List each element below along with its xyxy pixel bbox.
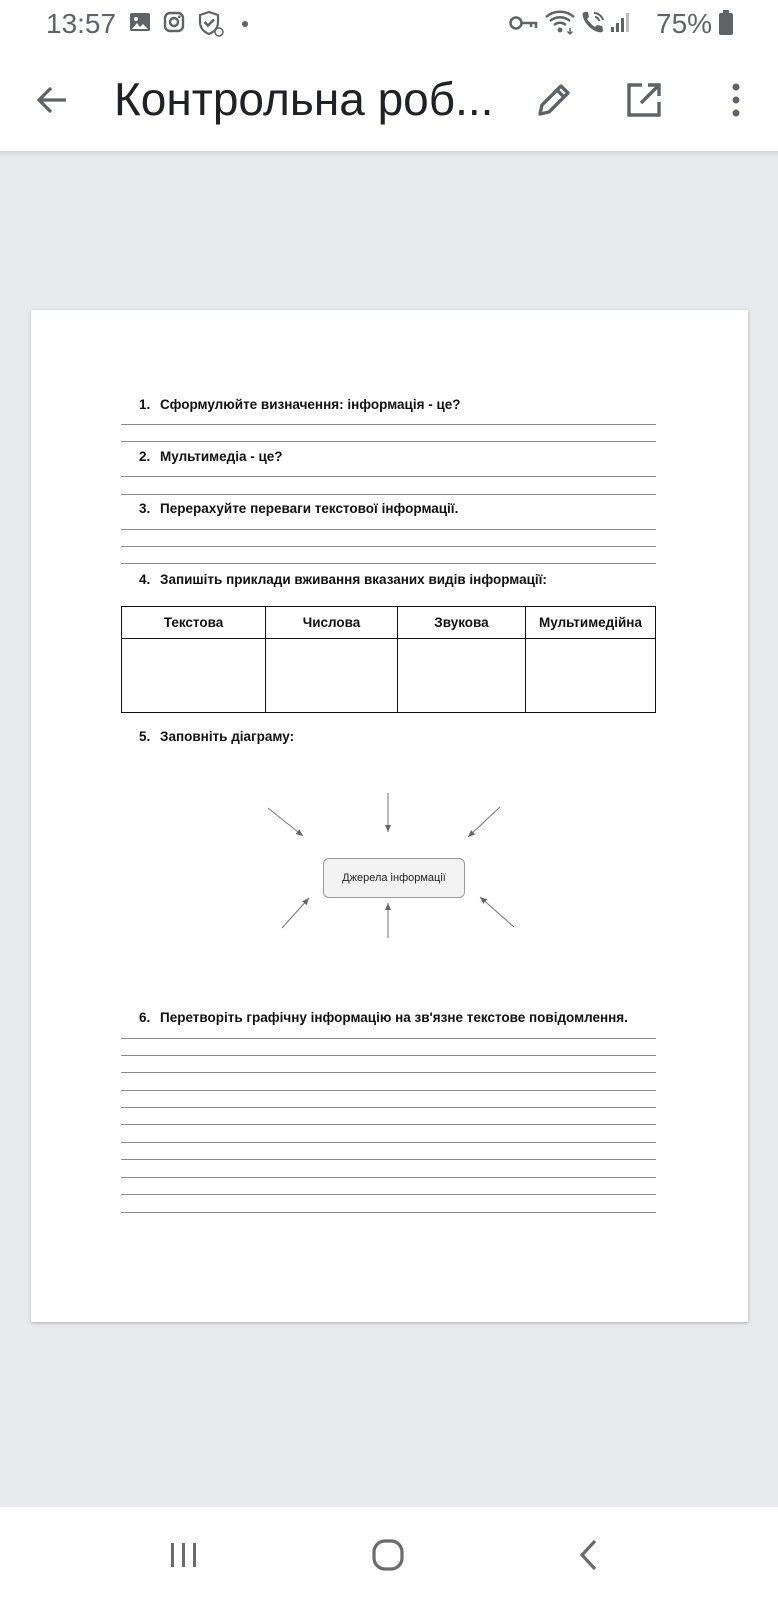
dot-icon [240, 16, 250, 34]
wifi-call-icon [580, 8, 610, 41]
answer-line [121, 1212, 656, 1213]
pencil-icon [534, 80, 574, 120]
diagram-arrow [268, 808, 303, 836]
question-6 [139, 1010, 628, 1025]
question-text: Сформулюйте визначення: інформація - це? [160, 397, 461, 412]
edit-button[interactable] [522, 68, 586, 132]
question-text: Мультимедіа - це? [160, 449, 283, 464]
question-number: 3. [139, 501, 151, 516]
answer-line [121, 1177, 656, 1178]
question-number: 4. [139, 572, 151, 587]
gallery-icon [128, 10, 152, 39]
open-external-icon [624, 80, 664, 120]
more-options-button[interactable] [704, 68, 768, 132]
answer-line [121, 1072, 656, 1073]
system-back-button[interactable] [560, 1525, 620, 1585]
table-header: Числова [266, 607, 398, 639]
table-header: Звукова [398, 607, 526, 639]
battery-percent: 75% [656, 8, 713, 39]
answer-line [121, 1194, 656, 1195]
toolbar-shadow [0, 151, 778, 157]
question-number: 1. [139, 397, 151, 412]
shield-check-icon [197, 10, 225, 43]
recent-apps-icon [167, 1540, 201, 1570]
answer-line [121, 1124, 656, 1125]
back-button[interactable] [20, 68, 84, 132]
answer-line [121, 1142, 656, 1143]
diagram-center-box: Джерела інформації [323, 858, 465, 898]
open-external-button[interactable] [612, 68, 676, 132]
more-vert-icon [730, 82, 742, 118]
question-text: Заповніть діаграму: [160, 729, 295, 744]
signal-icon [610, 10, 632, 39]
question-number: 2. [139, 449, 151, 464]
answer-line [121, 1090, 656, 1091]
battery-icon [718, 10, 734, 41]
recent-apps-button[interactable] [154, 1525, 214, 1585]
status-time: 13:57 [46, 8, 117, 39]
table-header: Мультимедійна [526, 607, 656, 639]
question-text: Запишіть приклади вживання вказаних видів інформації: [160, 572, 547, 587]
answer-line [121, 1038, 656, 1039]
question-number: 5. [139, 729, 151, 744]
app-toolbar [0, 48, 778, 152]
document-title: Контрольна роб... [114, 73, 494, 125]
question-number: 6. [139, 1010, 151, 1025]
instagram-icon [162, 10, 186, 39]
wifi-icon [544, 8, 576, 41]
diagram-arrows [31, 310, 748, 1322]
answer-line [121, 1107, 656, 1108]
back-icon [576, 1538, 604, 1572]
answer-line [121, 1055, 656, 1056]
diagram-arrow [282, 898, 309, 928]
diagram-arrow [468, 807, 500, 837]
question-text: Перерахуйте переваги текстової інформації. [160, 501, 459, 516]
diagram-arrow [480, 897, 514, 927]
question-text: Перетворіть графічну інформацію на зв'язне текстове повідомлення. [160, 1010, 628, 1025]
status-bar [0, 0, 778, 48]
system-nav-bar [0, 1507, 778, 1599]
home-icon [370, 1537, 406, 1573]
home-button[interactable] [358, 1525, 418, 1585]
back-arrow-icon [34, 82, 70, 118]
table-header: Текстова [122, 607, 266, 639]
key-icon [508, 12, 538, 39]
answer-line [121, 1159, 656, 1160]
document-page[interactable] [31, 310, 748, 1322]
